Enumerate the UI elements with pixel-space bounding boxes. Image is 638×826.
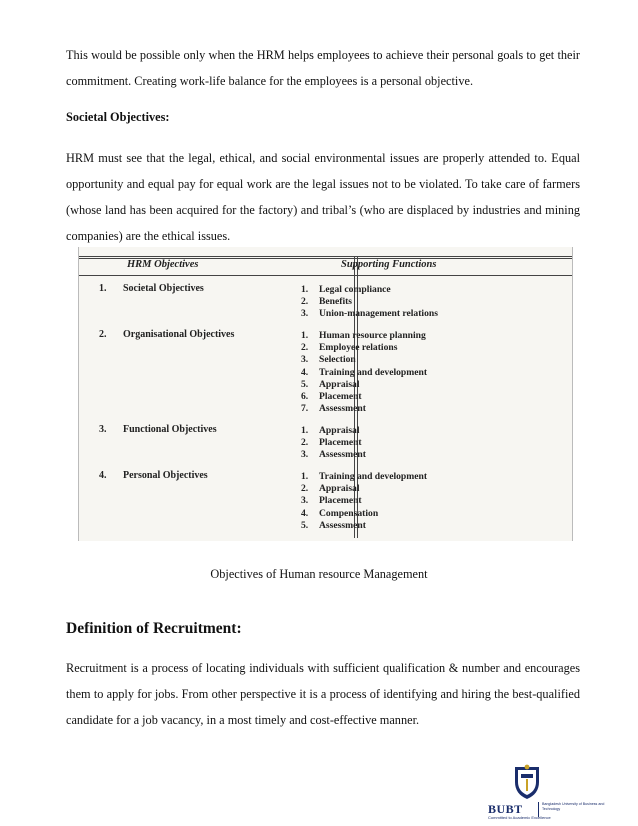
list-item [301,354,427,366]
function-label: Employee relations [319,342,398,354]
function-label: Selection [319,354,356,366]
function-number: 7. [301,403,309,415]
function-label: Assessment [319,403,366,415]
function-label: Appraisal [319,483,360,495]
list-item [301,520,427,532]
objective-number: 4. [99,470,107,481]
objective-row [99,424,217,435]
bubt-logo [488,764,608,820]
function-list [301,425,366,462]
function-label: Placement [319,437,362,449]
list-item [301,495,427,507]
function-number: 3. [301,449,309,461]
function-label: Compensation [319,507,379,519]
objective-label: Organisational Objectives [123,329,235,340]
objective-label: Personal Objectives [123,470,208,481]
objective-label: Functional Objectives [123,424,217,435]
objective-row [99,283,204,294]
function-list [301,284,438,321]
objective-number: 3. [99,424,107,435]
function-label: Legal compliance [319,284,391,295]
logo-wordmark: BUBT [488,802,523,816]
function-label: Assessment [319,449,366,461]
list-item [301,483,427,495]
function-number: 3. [301,495,309,507]
function-number: 2. [301,437,309,449]
list-item [301,379,427,391]
list-item [301,449,366,461]
function-label: Placement [319,391,362,403]
function-label: Human resource planning [319,330,426,341]
list-item [301,471,427,483]
function-number: 2. [301,342,309,354]
function-number: 1. [301,284,309,295]
list-item [301,367,427,379]
list-item [301,391,427,403]
objective-row [99,470,208,481]
function-number: 1. [301,330,309,341]
objective-number: 1. [99,283,107,294]
list-item [301,342,427,354]
function-number: 3. [301,354,309,366]
function-label: Placement [319,495,362,507]
function-label: Training and development [319,471,428,482]
list-item [301,508,427,520]
function-label: Training and development [319,366,428,378]
list-item [301,308,438,320]
function-number: 3. [301,308,309,320]
logo-tagline: Committed to Academic Excellence [488,815,551,820]
column-header-supporting-functions: Supporting Functions [341,259,437,270]
function-number: 2. [301,296,309,308]
function-label: Assessment [319,519,366,531]
heading-societal-objectives: Societal Objectives: [66,110,170,124]
objective-number: 2. [99,329,107,340]
paragraph-personal-objective: This would be possible only when the HRM helps employees to achieve their personal goals to get their commitment. Creating work-life balance for the employees is a personal objective. [66,48,580,88]
function-label: Union-management relations [319,308,438,320]
crest-icon [512,764,542,800]
function-label: Appraisal [319,425,360,436]
function-number: 4. [301,366,309,378]
function-label: Benefits [319,296,353,308]
paragraph-societal-objectives: HRM must see that the legal, ethical, and social environmental issues are properly attended to. Equal opportunity and equal pay for equal work are the legal issues not to be violated. To take care of farmers (whose land has been acquired for the factory) and tribal’s (who are displaced by industries and mining companies) are the ethical issues. [66,151,580,243]
figure-caption: Objectives of Human resource Management [210,567,428,581]
list-item [301,403,427,415]
list-item [301,284,438,296]
heading-definition-of-recruitment: Definition of Recruitment: [66,620,242,637]
function-number: 4. [301,507,309,519]
hrm-objectives-table [78,247,573,541]
function-label: Appraisal [319,378,360,390]
list-item [301,425,366,437]
paragraph-recruitment-definition: Recruitment is a process of locating individuals with sufficient qualification & number and encourages them to apply for jobs. From other perspective it is a process of identifying and hiring the best-qualified candidate for a job vacancy, in a most timely and cost-effective manner. [66,661,580,727]
list-item [301,330,427,342]
logo-institution-name: Bangladesh University of Business and Technology [538,802,606,817]
function-list [301,330,427,415]
function-number: 1. [301,425,309,436]
function-number: 2. [301,483,309,495]
objective-row [99,329,234,340]
function-number: 6. [301,391,309,403]
function-number: 1. [301,471,309,482]
function-number: 5. [301,519,309,531]
list-item [301,296,438,308]
function-list [301,471,427,532]
function-number: 5. [301,378,309,390]
objective-label: Societal Objectives [123,283,204,294]
list-item [301,437,366,449]
column-header-hrm-objectives: HRM Objectives [127,259,199,270]
